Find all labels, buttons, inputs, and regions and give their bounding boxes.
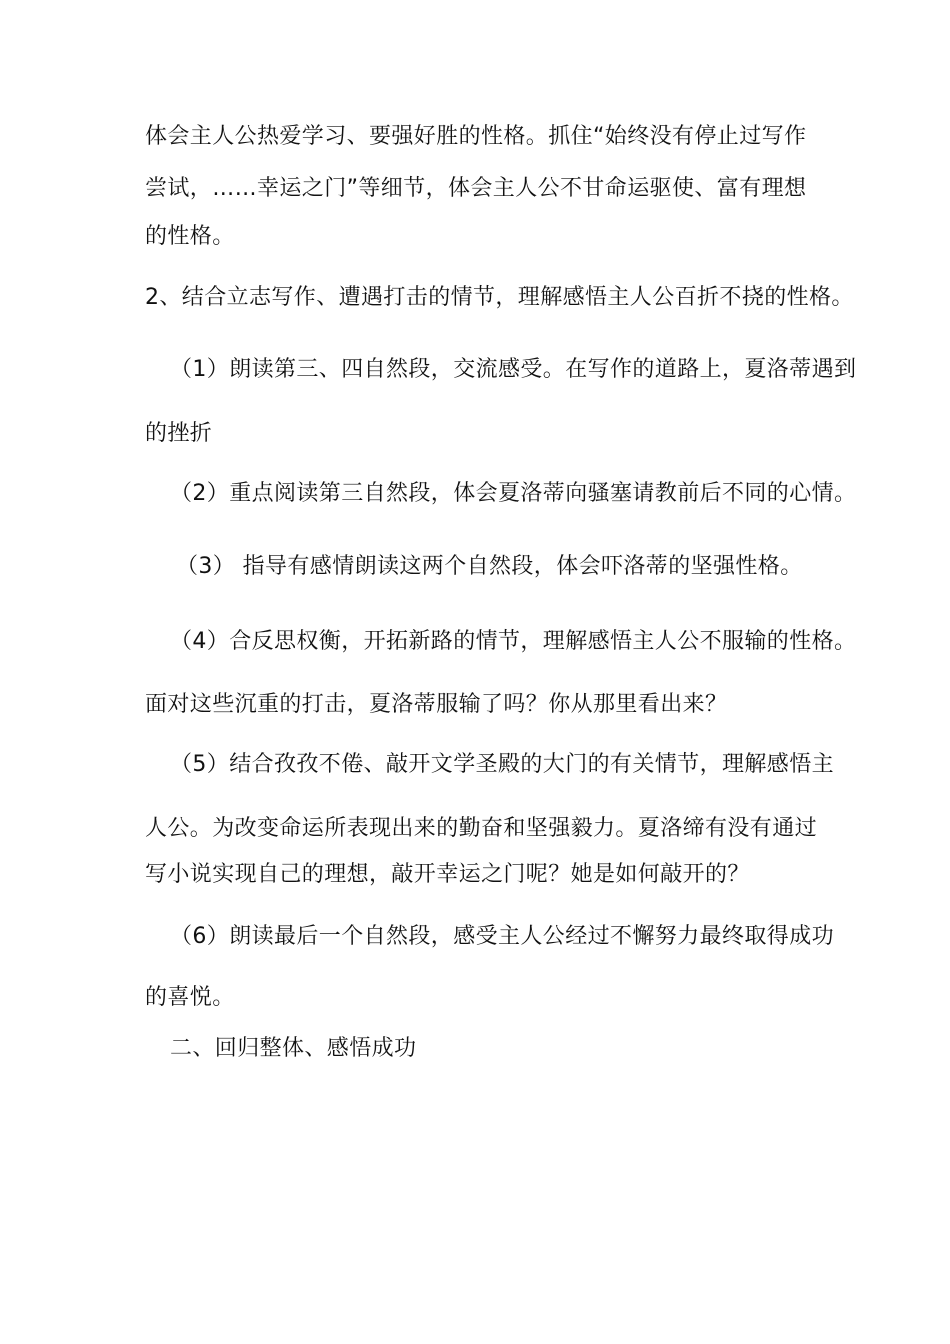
section-heading-2: 2、结合立志写作、遭遇打击的情节，理解感悟主人公百折不挠的性格。 xyxy=(145,285,854,310)
step-1-line-2: 的挫折 xyxy=(145,421,213,446)
step-5-line-2: 人公。为改变命运所表现出来的勤奋和坚强毅力。夏洛缔有没有通过 xyxy=(145,816,818,841)
step-6-line-2: 的喜悦。 xyxy=(145,985,235,1010)
step-6-line-1: （6）朗读最后一个自然段，感受主人公经过不懈努力最终取得成功 xyxy=(170,924,834,949)
paragraph-line-1: 体会主人公热爱学习、要强好胜的性格。抓住“始终没有停止过写作 xyxy=(145,124,807,149)
paragraph-line-2: 尝试，……幸运之门”等细节，体会主人公不甘命运驱使、富有理想 xyxy=(145,176,807,201)
step-4-line: （4）合反思权衡，开拓新路的情节，理解感悟主人公不服输的性格。 xyxy=(170,629,857,654)
step-1-line-1: （1）朗读第三、四自然段，交流感受。在写作的道路上，夏洛蒂遇到 xyxy=(170,357,857,382)
step-5-line-1: （5）结合孜孜不倦、敲开文学圣殿的大门的有关情节，理解感悟主 xyxy=(170,752,834,777)
section-heading-two: 二、回归整体、感悟成功 xyxy=(170,1036,417,1061)
step-3-line: （3） 指导有感情朗读这两个自然段，体会吓洛蒂的坚强性格。 xyxy=(176,554,803,579)
question-line: 面对这些沉重的打击，夏洛蒂服输了吗？你从那里看出来？ xyxy=(145,692,728,717)
step-2-line: （2）重点阅读第三自然段，体会夏洛蒂向骚塞请教前后不同的心情。 xyxy=(170,481,857,506)
paragraph-line-3: 的性格。 xyxy=(145,224,235,249)
step-5-line-3: 写小说实现自己的理想，敲开幸运之门呢？她是如何敲开的？ xyxy=(145,862,750,887)
